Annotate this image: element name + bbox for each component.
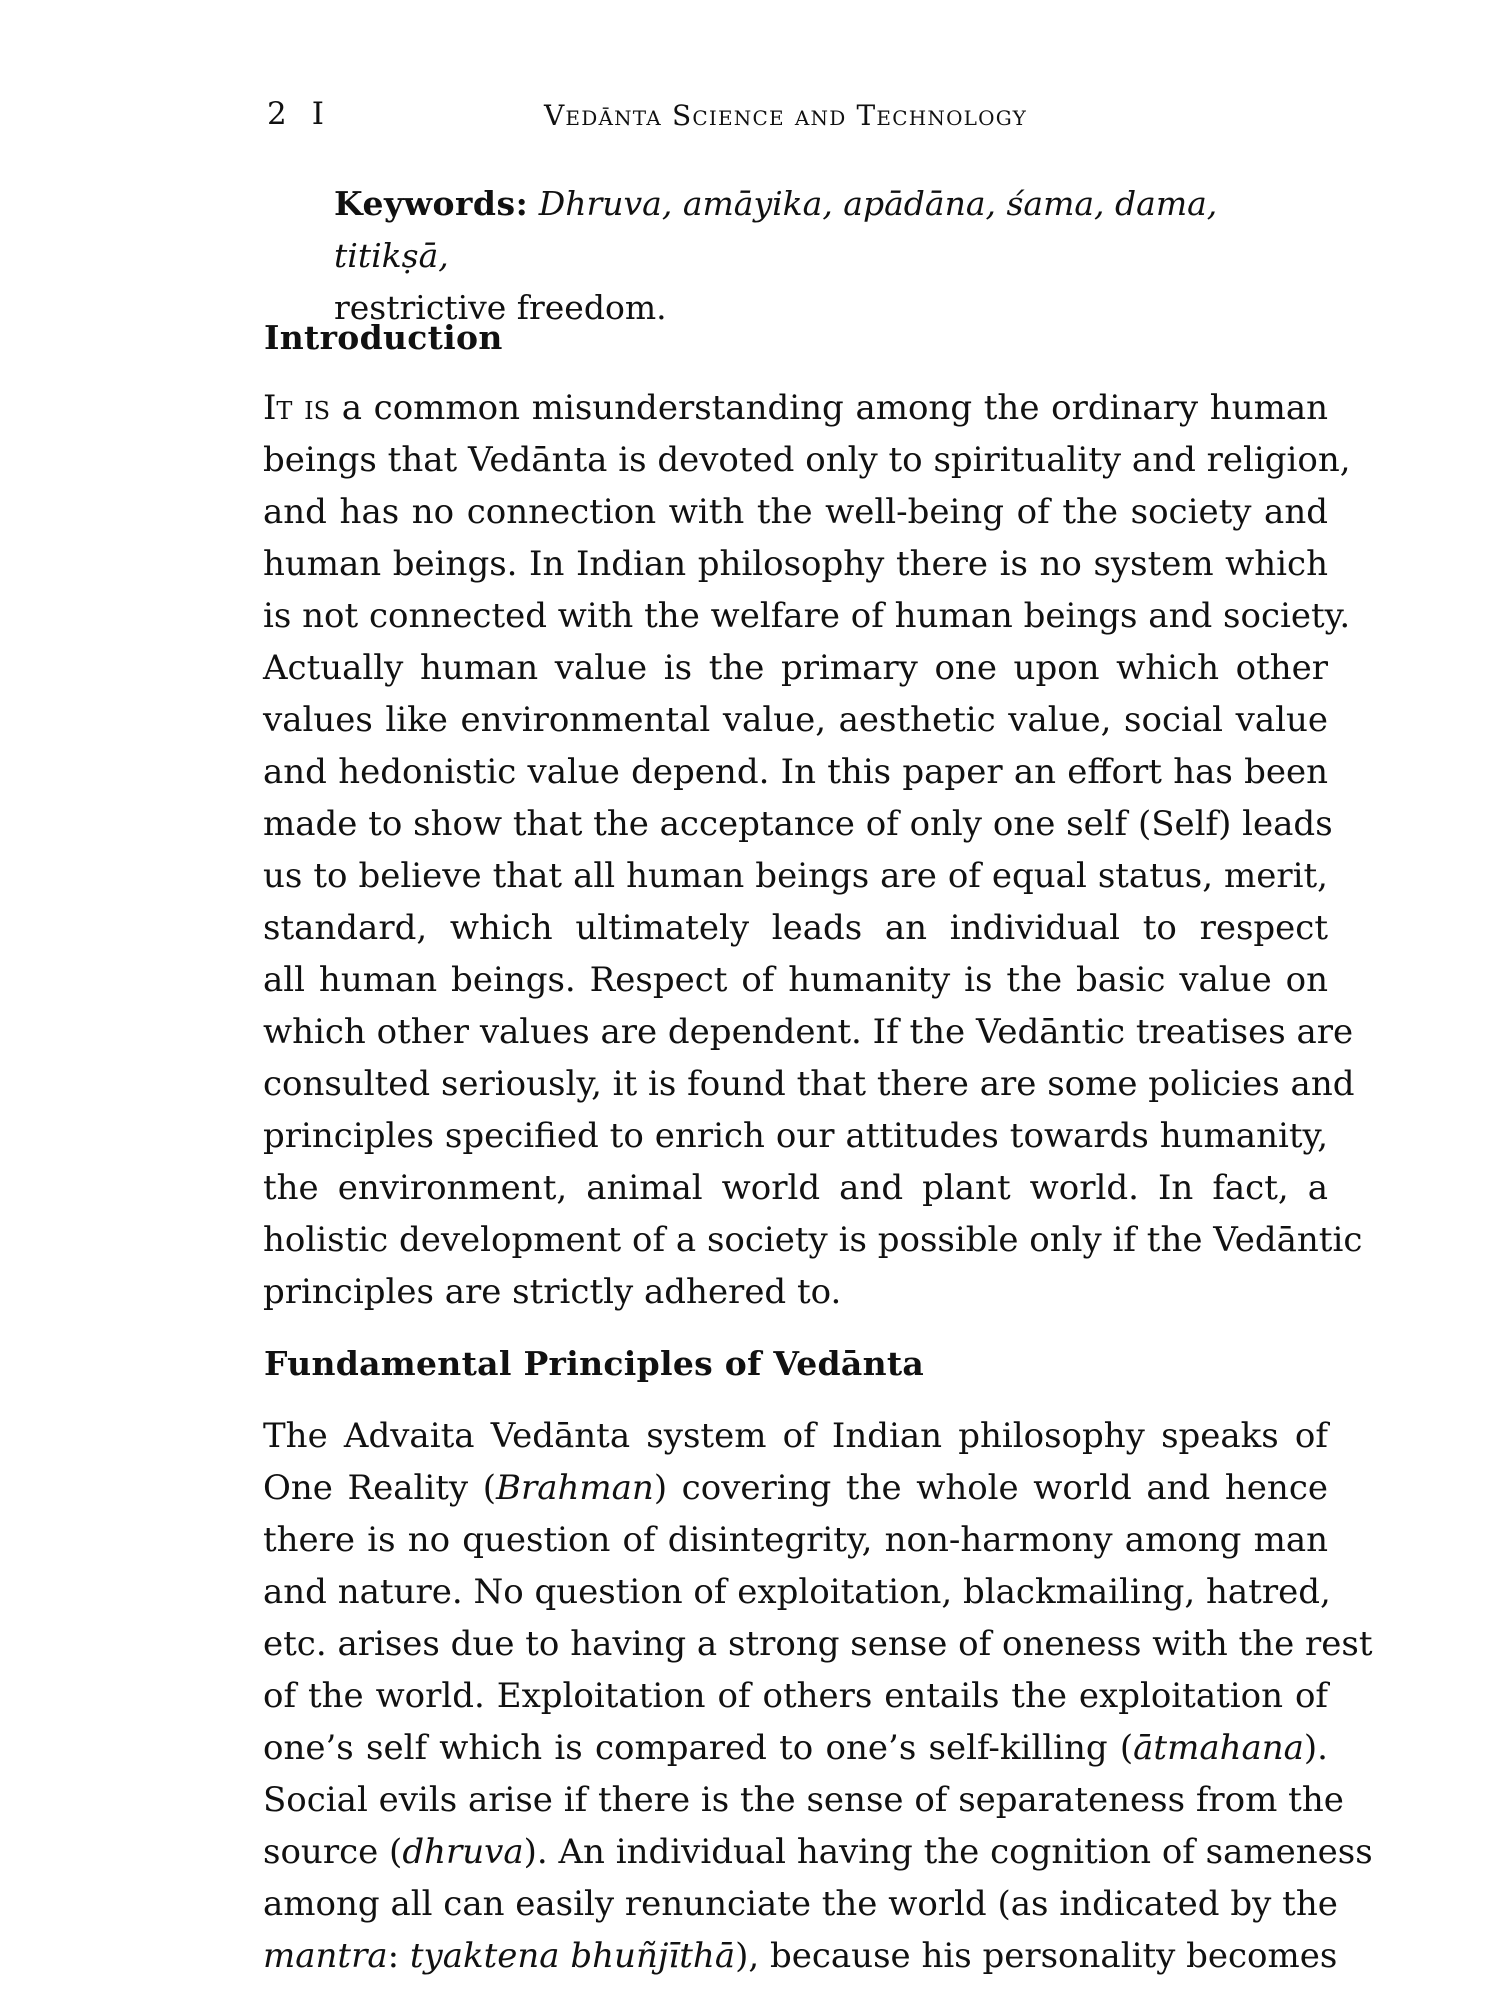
paragraph-line: principles specified to enrich our attitudes towards humanity, (263, 1116, 1328, 1156)
paragraph-line: and nature. No question of exploitation, blackmailing, hatred, (263, 1572, 1331, 1612)
paragraph-line: beings that Vedānta is devoted only to spirituality and religion, (263, 440, 1351, 480)
keywords-block (334, 178, 1274, 334)
paragraph-line: source (dhruva). An individual having the cognition of sameness (263, 1832, 1373, 1872)
italic-term: mantra (263, 1936, 388, 1976)
paragraph-line: One Reality (Brahman) covering the whole world and hence (263, 1468, 1328, 1508)
paragraph-line: there is no question of disintegrity, non-harmony among man (263, 1520, 1328, 1560)
paragraph-line: Actually human value is the primary one upon which other (263, 648, 1328, 688)
italic-term: dhruva (402, 1832, 524, 1872)
paragraph-line: It is a common misunderstanding among the ordinary human (263, 388, 1328, 428)
paragraph-line: The Advaita Vedānta system of Indian philosophy speaks of (263, 1416, 1328, 1456)
dropcap-lead: It is (263, 388, 331, 428)
paragraph-line: standard, which ultimately leads an individual to respect (263, 908, 1328, 948)
page-number: 2 I (267, 96, 325, 132)
keywords-rest: restrictive freedom. (334, 288, 667, 327)
paragraph-line: values like environmental value, aesthetic value, social value (263, 700, 1328, 740)
paragraph-line: made to show that the acceptance of only one self (Self) leads (263, 804, 1333, 844)
paragraph-line: which other values are dependent. If the Vedāntic treatises are (263, 1012, 1354, 1052)
fundamental-principles-heading: Fundamental Principles of Vedānta (264, 1344, 925, 1383)
paragraph-line: etc. arises due to having a strong sense of oneness with the rest (263, 1624, 1373, 1664)
paragraph-line: human beings. In Indian philosophy there is no system which (263, 544, 1328, 584)
paragraph-line: mantra: tyaktena bhuñjīthā), because his personality becomes (263, 1936, 1338, 1976)
paragraph-line: and hedonistic value depend. In this paper an effort has been (263, 752, 1328, 792)
paragraph-line: all human beings. Respect of humanity is the basic value on (263, 960, 1328, 1000)
paragraph-line: the environment, animal world and plant world. In fact, a (263, 1168, 1328, 1208)
paragraph-line: of the world. Exploitation of others entails the exploitation of (263, 1676, 1328, 1716)
running-header (267, 96, 1317, 136)
paragraph-line: us to believe that all human beings are of equal status, merit, (263, 856, 1328, 896)
paragraph-line: and has no connection with the well-being of the society and (263, 492, 1328, 532)
keywords-label: Keywords: (334, 184, 529, 223)
header-separator: I (311, 96, 325, 132)
fundamental-principles-paragraph (263, 1410, 1373, 1982)
introduction-heading: Introduction (264, 318, 503, 357)
running-title: Vedānta Science and Technology (544, 99, 1027, 132)
paragraph-line: consulted seriously, it is found that there are some policies and (263, 1064, 1355, 1104)
paragraph-line: among all can easily renunciate the world (as indicated by the (263, 1884, 1338, 1924)
paragraph-line: is not connected with the welfare of human beings and society. (263, 596, 1351, 636)
keywords-terms: Dhruva, amāyika, apādāna, śama, dama, titikṣā, (334, 184, 1218, 275)
italic-term: Brahman (495, 1468, 654, 1508)
italic-term: tyaktena bhuñjīthā (409, 1936, 736, 1976)
paragraph-line: one’s self which is compared to one’s self-killing (ātmahana). (263, 1728, 1328, 1768)
paragraph-line: principles are strictly adhered to. (263, 1272, 842, 1312)
paragraph-line: Social evils arise if there is the sense of separateness from the (263, 1780, 1344, 1820)
introduction-paragraph (263, 382, 1363, 1318)
italic-term: ātmahana (1133, 1728, 1304, 1768)
paragraph-line: holistic development of a society is possible only if the Vedāntic (263, 1220, 1363, 1260)
